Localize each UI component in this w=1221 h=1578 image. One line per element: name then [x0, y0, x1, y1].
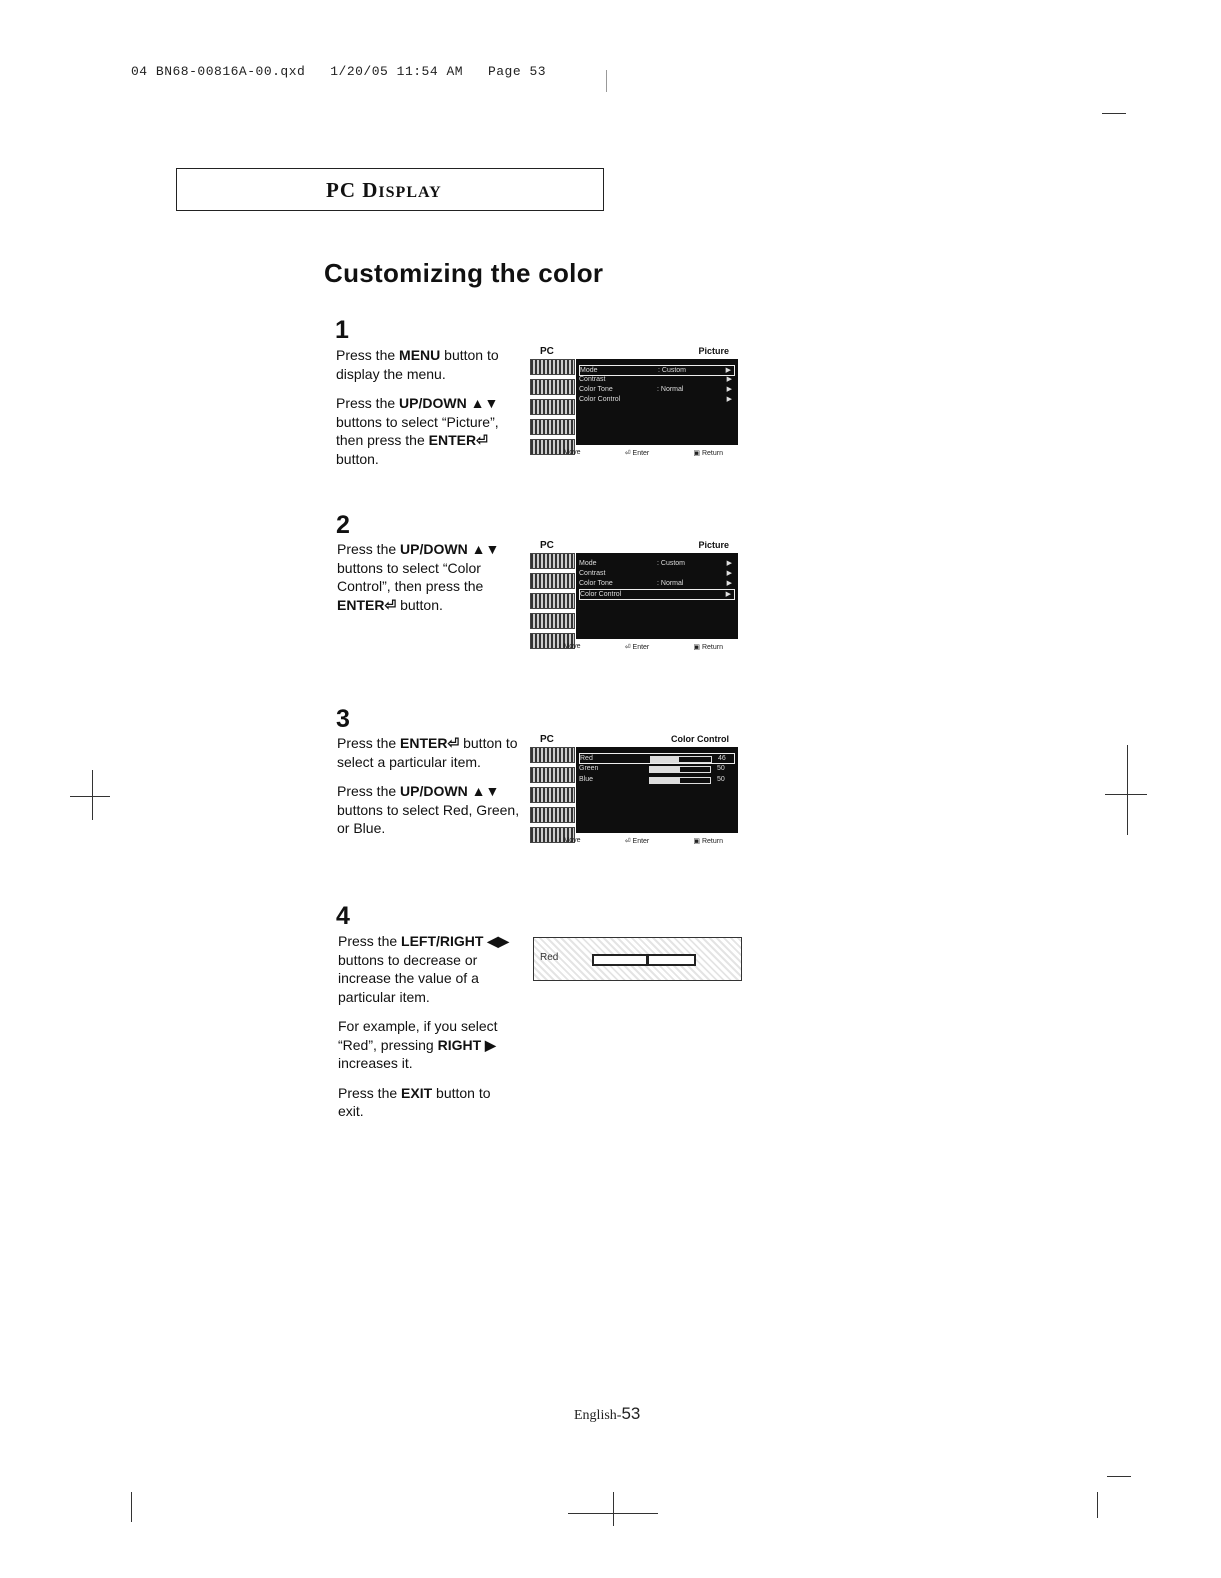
- osd-hint: ↕ Move: [558, 837, 581, 844]
- chevron-right-icon: ▶: [726, 376, 732, 383]
- osd-color-row: [579, 775, 735, 784]
- osd-row-label: Green: [579, 765, 599, 772]
- button-name: LEFT/RIGHT ◀▶: [401, 933, 509, 949]
- instruction-text: button to exit.: [338, 1084, 491, 1119]
- osd-menu-icons: [530, 553, 575, 639]
- osd-source-label: PC: [540, 734, 554, 745]
- osd-picture-menu-1: [528, 346, 743, 464]
- osd-menu-panel: [576, 553, 738, 639]
- osd-red-slider: [533, 937, 742, 981]
- instruction-text: buttons to select “Color Control”, then press the: [337, 559, 484, 594]
- instruction-paragraph: [337, 540, 517, 614]
- crop-mark: [131, 1492, 132, 1522]
- menu-category-icon: [530, 747, 575, 763]
- step-4-text: [338, 932, 518, 1132]
- button-name: EXIT: [401, 1084, 433, 1101]
- registration-mark: [92, 770, 93, 820]
- step-1-text: [336, 346, 526, 479]
- menu-category-icon: [530, 787, 575, 803]
- osd-menu-row: [579, 559, 735, 568]
- osd-hint: ▣ Return: [693, 450, 723, 457]
- osd-hint: ↕ Move: [558, 449, 581, 456]
- menu-category-icon: [530, 573, 575, 589]
- instruction-text: Press the: [337, 735, 401, 751]
- osd-level-bar: [649, 766, 711, 773]
- crop-mark: [1107, 1476, 1131, 1477]
- osd-row-label: Contrast: [579, 376, 606, 383]
- print-slug: 04 BN68-00816A-00.qxd 1/20/05 11:54 AM Page 53: [131, 64, 547, 79]
- button-name: ENTER⏎: [337, 596, 397, 613]
- chevron-right-icon: ▶: [726, 570, 732, 577]
- registration-mark: [613, 1492, 614, 1526]
- menu-category-icon: [530, 553, 575, 569]
- instruction-text: button to display the menu.: [336, 347, 499, 382]
- instruction-text: Press the: [336, 395, 400, 411]
- instruction-paragraph: [336, 346, 526, 383]
- osd-menu-row: [579, 569, 735, 578]
- menu-category-icon: [530, 419, 575, 435]
- osd-row-label: Contrast: [579, 570, 606, 577]
- osd-menu-row: [579, 395, 735, 404]
- menu-category-icon: [530, 359, 575, 375]
- button-name: UP/DOWN ▲▼: [399, 395, 499, 411]
- button-name: UP/DOWN ▲▼: [400, 541, 500, 557]
- osd-row-label: Color Control: [580, 591, 622, 598]
- chevron-right-icon: ▶: [726, 386, 732, 393]
- osd-footer-hints: [558, 837, 723, 847]
- chevron-right-icon: ▶: [726, 580, 732, 587]
- menu-category-icon: [530, 613, 575, 629]
- osd-hint: ↕ Move: [558, 643, 581, 650]
- osd-level-fill: [650, 767, 680, 772]
- crop-mark: [1102, 113, 1126, 114]
- osd-menu-title: Picture: [698, 540, 729, 550]
- instruction-paragraph: [338, 1084, 518, 1121]
- osd-menu-icons: [530, 359, 575, 445]
- osd-hint: ⏎ Enter: [624, 838, 650, 845]
- menu-category-icon: [530, 379, 575, 395]
- osd-row-value: : Normal: [657, 386, 684, 393]
- slider-label: Red: [540, 952, 559, 963]
- osd-menu-panel: [576, 747, 738, 833]
- osd-color-row: [579, 753, 735, 764]
- osd-row-label: Blue: [579, 776, 594, 783]
- osd-row-label: Red: [580, 755, 593, 762]
- registration-mark: [1105, 794, 1147, 795]
- chevron-right-icon: ▶: [725, 591, 731, 598]
- step-2-text: [337, 540, 517, 625]
- instruction-text: button.: [336, 450, 379, 467]
- osd-picture-menu-2: [528, 540, 743, 658]
- osd-level-value: 50: [717, 765, 725, 772]
- osd-menu-panel: [576, 359, 738, 445]
- osd-footer-hints: [558, 449, 723, 459]
- button-name: MENU: [399, 347, 441, 363]
- instruction-text: Press the: [338, 933, 402, 949]
- osd-menu-title: Picture: [698, 346, 729, 356]
- osd-row-label: Mode: [579, 560, 597, 567]
- osd-level-bar: [649, 777, 711, 784]
- button-name: UP/DOWN ▲▼: [400, 783, 500, 799]
- menu-category-icon: [530, 399, 575, 415]
- instruction-paragraph: [336, 394, 526, 468]
- osd-row-label: Color Control: [579, 396, 621, 403]
- section-title: PC DISPLAY: [326, 178, 442, 202]
- instruction-text: For example, if you select “Red”, pressing: [338, 1018, 498, 1053]
- slider-track: [592, 954, 696, 966]
- osd-row-value: : Custom: [658, 367, 687, 374]
- instruction-text: buttons to decrease or increase the value of a particular item.: [338, 951, 479, 1005]
- crop-mark: [1097, 1492, 1098, 1518]
- osd-color-row: [579, 764, 735, 773]
- step-4-number: 4: [336, 902, 350, 930]
- instruction-text: button to select a particular item.: [337, 735, 518, 770]
- osd-level-bar: [650, 756, 712, 763]
- osd-row-value: : Normal: [657, 580, 684, 587]
- osd-level-fill: [651, 757, 679, 762]
- instruction-paragraph: [338, 1017, 518, 1073]
- chevron-right-icon: ▶: [725, 367, 731, 374]
- step-2-number: 2: [336, 511, 350, 539]
- instruction-text: button.: [396, 596, 443, 613]
- osd-hint: ⏎ Enter: [624, 450, 650, 457]
- button-name: RIGHT ▶: [437, 1036, 496, 1053]
- button-name: ENTER⏎: [428, 432, 488, 448]
- page-heading: Customizing the color: [324, 258, 604, 288]
- osd-hint: ▣ Return: [693, 838, 723, 845]
- button-name: ENTER⏎: [400, 735, 460, 751]
- crop-mark: [606, 70, 607, 92]
- step-3-number: 3: [336, 705, 350, 733]
- osd-menu-row: [579, 579, 735, 588]
- osd-hint: ▣ Return: [693, 644, 723, 651]
- osd-menu-row: [579, 385, 735, 394]
- osd-footer-hints: [558, 643, 723, 653]
- instruction-text: increases it.: [338, 1055, 413, 1071]
- menu-category-icon: [530, 807, 575, 823]
- osd-row-label: Color Tone: [579, 580, 613, 587]
- instruction-text: Press the: [337, 541, 401, 557]
- page-number: English-53: [574, 1404, 641, 1423]
- osd-menu-title: Color Control: [671, 734, 729, 744]
- osd-source-label: PC: [540, 540, 554, 551]
- osd-row-label: Color Tone: [579, 386, 613, 393]
- osd-level-value: 46: [718, 755, 726, 762]
- instruction-text: Press the: [336, 347, 400, 363]
- osd-menu-row: [579, 589, 735, 600]
- osd-menu-icons: [530, 747, 575, 833]
- instruction-paragraph: [337, 782, 527, 838]
- osd-row-label: Mode: [580, 367, 598, 374]
- instruction-text: Press the: [337, 783, 401, 799]
- osd-level-fill: [650, 778, 680, 783]
- chevron-right-icon: ▶: [726, 560, 732, 567]
- chevron-right-icon: ▶: [726, 396, 732, 403]
- menu-category-icon: [530, 593, 575, 609]
- instruction-text: Press the: [338, 1084, 402, 1101]
- registration-mark: [70, 796, 110, 797]
- osd-color-control: [528, 734, 743, 852]
- step-3-text: [337, 734, 527, 849]
- step-1-number: 1: [335, 316, 349, 344]
- osd-menu-row: [579, 375, 735, 384]
- instruction-text: buttons to select Red, Green, or Blue.: [337, 801, 520, 836]
- osd-source-label: PC: [540, 346, 554, 357]
- instruction-text: buttons to select “Picture”, then press the: [336, 413, 499, 448]
- osd-hint: ⏎ Enter: [624, 644, 650, 651]
- osd-level-value: 50: [717, 776, 725, 783]
- instruction-paragraph: [338, 932, 518, 1006]
- slider-fill: [594, 956, 649, 964]
- instruction-paragraph: [337, 734, 527, 771]
- osd-row-value: : Custom: [657, 560, 686, 567]
- registration-mark: [1127, 745, 1128, 835]
- menu-category-icon: [530, 767, 575, 783]
